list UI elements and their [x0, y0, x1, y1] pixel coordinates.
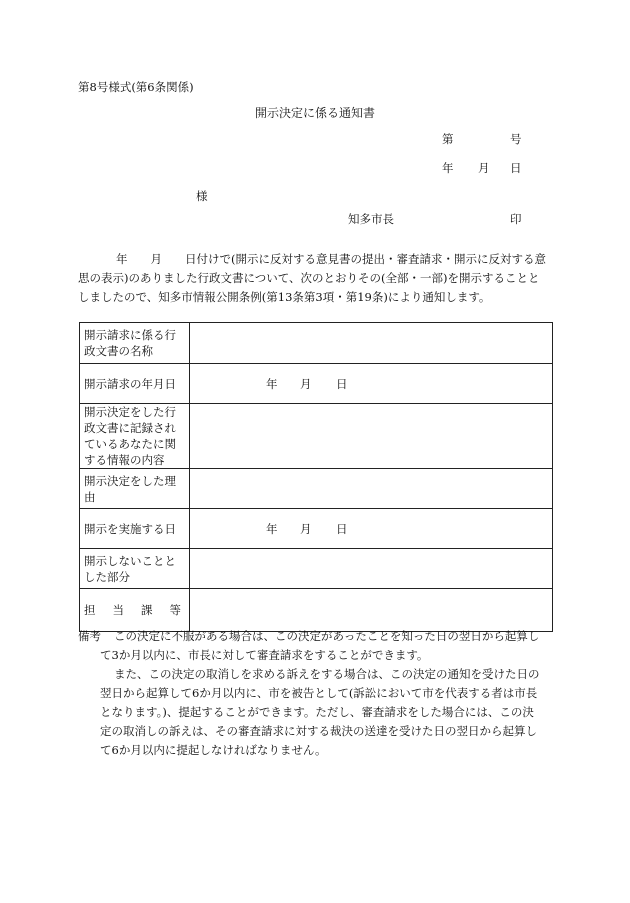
reason-cell: [190, 469, 553, 509]
row-label: 開示しないことと した部分: [80, 549, 190, 589]
row-label: 開示決定をした理 由: [80, 469, 190, 509]
row-label: 担 当 課 等: [80, 589, 190, 632]
table-row: [80, 323, 553, 364]
remarks-line: また、この決定の取消しを求める訴えをする場合は、この決定の通知を受けた日の: [114, 667, 540, 681]
body-line: 思の表示)のありました行政文書について、次のとおりその(全部・一部)を開示することと: [78, 271, 540, 285]
remarks-line: この決定に不服がある場合は、この決定があったことを知った日の翌日から起算し: [114, 629, 540, 643]
remarks-line: て6か月以内に提起しなければなりません。: [100, 743, 327, 757]
disclosure-date-cell: 年 月 日: [190, 509, 553, 549]
seal-mark: 印: [510, 212, 522, 226]
request-date-cell: 年 月 日: [190, 364, 553, 404]
issuer-name: 知多市長: [348, 212, 394, 226]
document-title: 開示決定に係る通知書: [254, 106, 375, 120]
date-year-label: 年: [442, 161, 454, 175]
number-prefix: 第: [442, 132, 454, 146]
date-day-label: 日: [510, 161, 522, 175]
table-row: [80, 509, 553, 549]
undisclosed-part-cell: [190, 549, 553, 589]
addressee-suffix: 様: [196, 189, 208, 203]
table-row: [80, 364, 553, 404]
table-row: [80, 549, 553, 589]
row-label: 開示請求に係る行 政文書の名称: [80, 323, 190, 364]
form-number: 第8号様式(第6条関係): [78, 80, 194, 94]
remarks-section: [78, 627, 558, 760]
date-month-label: 月: [478, 161, 490, 175]
row-label: 開示請求の年月日: [80, 364, 190, 404]
table-row: [80, 404, 553, 469]
table-row: [80, 589, 553, 632]
row-label: 開示を実施する日: [80, 509, 190, 549]
notice-body: [78, 250, 558, 307]
remarks-line: となります。)、提起することができます。ただし、審査請求をした場合には、この決: [100, 705, 534, 719]
body-line: 年 月 日付けで(開示に反対する意見書の提出・審査請求・開示に反対する意: [116, 252, 546, 266]
remarks-line: 定の取消しの訴えは、その審査請求に対する裁決の送達を受けた日の翌日から起算し: [100, 724, 537, 738]
body-line: しましたので、知多市情報公開条例(第13条第3項・第19条)により通知します。: [78, 290, 491, 304]
department-cell: [190, 589, 553, 632]
details-table: [79, 322, 553, 632]
row-label: 開示決定をした行 政文書に記録され ているあなたに関 する情報の内容: [80, 404, 190, 469]
remarks-line: て3か月以内に、市長に対して審査請求をすることができます。: [100, 648, 429, 662]
number-suffix: 号: [510, 132, 522, 146]
remarks-heading: 備考: [78, 629, 101, 643]
document-name-cell: [190, 323, 553, 364]
remarks-line: 翌日から起算して6か月以内に、市を被告として(訴訟において市を代表する者は市長: [100, 686, 538, 700]
recorded-info-cell: [190, 404, 553, 469]
table-row: [80, 469, 553, 509]
